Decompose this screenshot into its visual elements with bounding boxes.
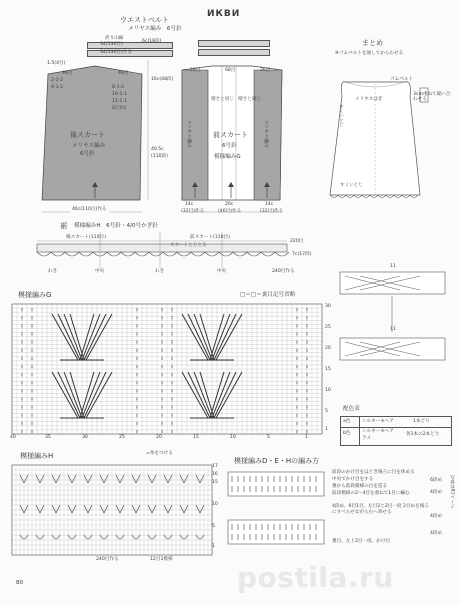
front-w3: 14c bbox=[265, 202, 274, 207]
front-top-right: 26目 bbox=[260, 68, 271, 73]
watermark: postila.ru bbox=[237, 561, 394, 594]
method-step-2: 中央でかけ目をする bbox=[332, 477, 374, 482]
g-row-1: 1 bbox=[325, 427, 328, 432]
h-row-17: 17 bbox=[212, 464, 218, 469]
row-count-1: 2-1-2 bbox=[51, 78, 64, 83]
method-step-4: 前段模様の2～4目を重ねて1目に編む bbox=[332, 491, 410, 496]
front-top-mid: 68目 bbox=[225, 68, 236, 73]
g-row-30: 30 bbox=[325, 304, 331, 309]
inc-right: 増さと同じ bbox=[238, 97, 261, 102]
color-table-title: 配色表 bbox=[343, 406, 360, 412]
page-title: ИКВИ bbox=[207, 9, 241, 19]
back-skirt-sub2: 6号針 bbox=[80, 151, 95, 157]
stockinette-vertical-right: メリヤス編み bbox=[263, 120, 269, 148]
h-row-10: 10 bbox=[212, 502, 218, 507]
row-count-5: 12-1-1 bbox=[112, 99, 128, 104]
method-title: 模様編みD・E・Hの編み方 bbox=[234, 457, 320, 465]
stockinette-vertical-left: メリヤス編み bbox=[186, 120, 192, 148]
h-repeat-left: 240目作る bbox=[96, 557, 119, 562]
front-w1: 14c bbox=[185, 202, 194, 207]
color-b: b色 bbox=[343, 431, 351, 436]
row-count-4: 10-1-1 bbox=[112, 92, 128, 97]
g-col-30: 30 bbox=[82, 435, 88, 440]
row-count-3: 8-1-2 bbox=[112, 85, 125, 90]
g-col-35: 35 bbox=[45, 435, 51, 440]
h-row-16: 16 bbox=[212, 472, 218, 477]
method-rows-3: 4段め bbox=[430, 514, 443, 519]
front-w3b: (32目)作る bbox=[260, 209, 284, 214]
g-col-15: 15 bbox=[193, 435, 199, 440]
cable-top-label: 11 bbox=[390, 264, 396, 269]
g-row-5: 5 bbox=[325, 409, 328, 414]
waist-stitches-bottom: 34(130目)作る bbox=[100, 50, 132, 55]
front-w2: 20c bbox=[225, 202, 234, 207]
stockinette-graft: メリヤスはぎ bbox=[355, 97, 383, 102]
back-stitch-top2: 46目 bbox=[118, 71, 129, 76]
hem-stitch-count: 240目作る bbox=[272, 269, 295, 274]
front-w1b: (32目)作る bbox=[181, 209, 205, 214]
back-skirt-label: 後スカート bbox=[70, 131, 105, 139]
h-row-5: 5 bbox=[212, 524, 215, 529]
method-step-5: 4段め、6目1目、左目2と2目一度 2目めを後ろにすべらせながら右へ寄せる bbox=[332, 504, 429, 515]
color-a-value: 1本どり bbox=[413, 419, 430, 424]
pattern-g-legend: □＝□＝裏目記号省略 bbox=[240, 292, 296, 298]
h-repeat-right: 12目1模様 bbox=[150, 557, 173, 562]
side-mid-left: 16c(48段) bbox=[151, 77, 174, 82]
hem-depth: 7c(17段) bbox=[292, 252, 312, 257]
hem-mark-4: 中央 bbox=[217, 269, 227, 274]
dec-note: 1.5(4目) bbox=[47, 61, 66, 66]
method-rows-4: 4段め bbox=[430, 531, 443, 536]
h-row-1: 1 bbox=[212, 544, 215, 549]
color-b-value: 各1本の2本どり bbox=[406, 432, 440, 437]
hem-rows: 220目 bbox=[290, 239, 304, 244]
g-row-15: 15 bbox=[325, 367, 331, 372]
inc-left: 増さと同じ bbox=[211, 97, 234, 102]
page-number: 80 bbox=[16, 580, 24, 586]
g-col-25: 25 bbox=[119, 435, 125, 440]
front-skirt-sub1: 6号針 bbox=[222, 143, 237, 149]
method-step-6: 裏目、左上2目一度、かけ目 bbox=[332, 539, 391, 544]
pattern-g-title: 模様編みG bbox=[18, 291, 52, 299]
method-step-3: 裏から前段模様の目を造る bbox=[332, 484, 388, 489]
cable-bottom-label: 11 bbox=[390, 327, 396, 332]
g-col-10: 10 bbox=[230, 435, 236, 440]
row-count-2: 4-1-2 bbox=[51, 85, 64, 90]
back-width: 46c(110目)作る bbox=[72, 207, 107, 212]
overlap-note: 3cm重ねて縫い合わせる bbox=[413, 92, 451, 102]
g-col-20: 20 bbox=[156, 435, 162, 440]
elastic-label: ゴムベルト bbox=[390, 77, 413, 82]
hem-mark-3: わき bbox=[155, 269, 165, 274]
fold-line-label: 折り山線 bbox=[105, 36, 124, 41]
method-rows-1: 6段め bbox=[430, 478, 443, 483]
waist-side-left: 6c(18段) bbox=[142, 39, 162, 44]
method-rows-2: 4段め bbox=[430, 490, 443, 495]
g-col-5: 5 bbox=[267, 435, 270, 440]
hem-front-label: 前スカート(110目) bbox=[190, 235, 230, 240]
hem-mark-1: わき bbox=[48, 269, 58, 274]
pattern-h-title: 模様編みH bbox=[20, 452, 54, 460]
pattern-h-note: =糸をつける bbox=[146, 451, 173, 456]
back-skirt-sub1: メリヤス編み bbox=[72, 143, 106, 149]
waist-stitches-top: 34(130目) bbox=[100, 42, 123, 47]
side-note: 写真は81ページ bbox=[449, 475, 455, 509]
front-top-left: 26目 bbox=[190, 68, 201, 73]
waistband-title: ウエストベルト bbox=[120, 16, 169, 24]
g-row-20: 20 bbox=[325, 346, 331, 351]
hem-join-label: スカートとじとる bbox=[170, 243, 207, 248]
back-stitch-top: 46目 bbox=[62, 71, 73, 76]
hem-title: 裾 bbox=[60, 222, 67, 230]
front-skirt-label: 前スカート bbox=[213, 131, 248, 139]
row-count-6: 段目回 bbox=[112, 106, 126, 111]
color-b-sub: ラメ bbox=[362, 436, 372, 441]
front-w2b: (46目)作る bbox=[218, 209, 242, 214]
slipstitch-bottom: すくいとじ bbox=[340, 183, 363, 188]
color-a: a色 bbox=[343, 419, 351, 424]
hem-sub: 模様編みH 6号針・4/0号かぎ針 bbox=[74, 223, 158, 229]
hem-mark-2: 中央 bbox=[95, 269, 105, 274]
g-col-1: 1 bbox=[305, 435, 308, 440]
slipstitch-left: すくいとじ bbox=[338, 104, 344, 127]
assembly-note: ※ゴムベルトを通してからわせる bbox=[335, 51, 404, 56]
waistband-sub: メリヤス編み 6号針 bbox=[128, 26, 182, 32]
g-row-10: 10 bbox=[325, 388, 331, 393]
assembly-title: まとめ bbox=[362, 39, 383, 47]
g-col-40: 40 bbox=[10, 435, 16, 440]
g-row-25: 25 bbox=[325, 325, 331, 330]
front-skirt-sub2: 模様編みG bbox=[214, 154, 241, 160]
method-step-1: 前段のかけ目をほどき後ろに目を休める bbox=[332, 470, 415, 475]
length-label: 40.5c bbox=[151, 147, 164, 152]
hem-back-label: 後スカート(110目) bbox=[66, 235, 106, 240]
h-row-15: 15 bbox=[212, 480, 218, 485]
color-b-name: シルキーモヘア bbox=[362, 429, 394, 434]
length-rows: (110段) bbox=[151, 154, 168, 159]
color-a-name: シルキーモヘア bbox=[362, 419, 394, 424]
